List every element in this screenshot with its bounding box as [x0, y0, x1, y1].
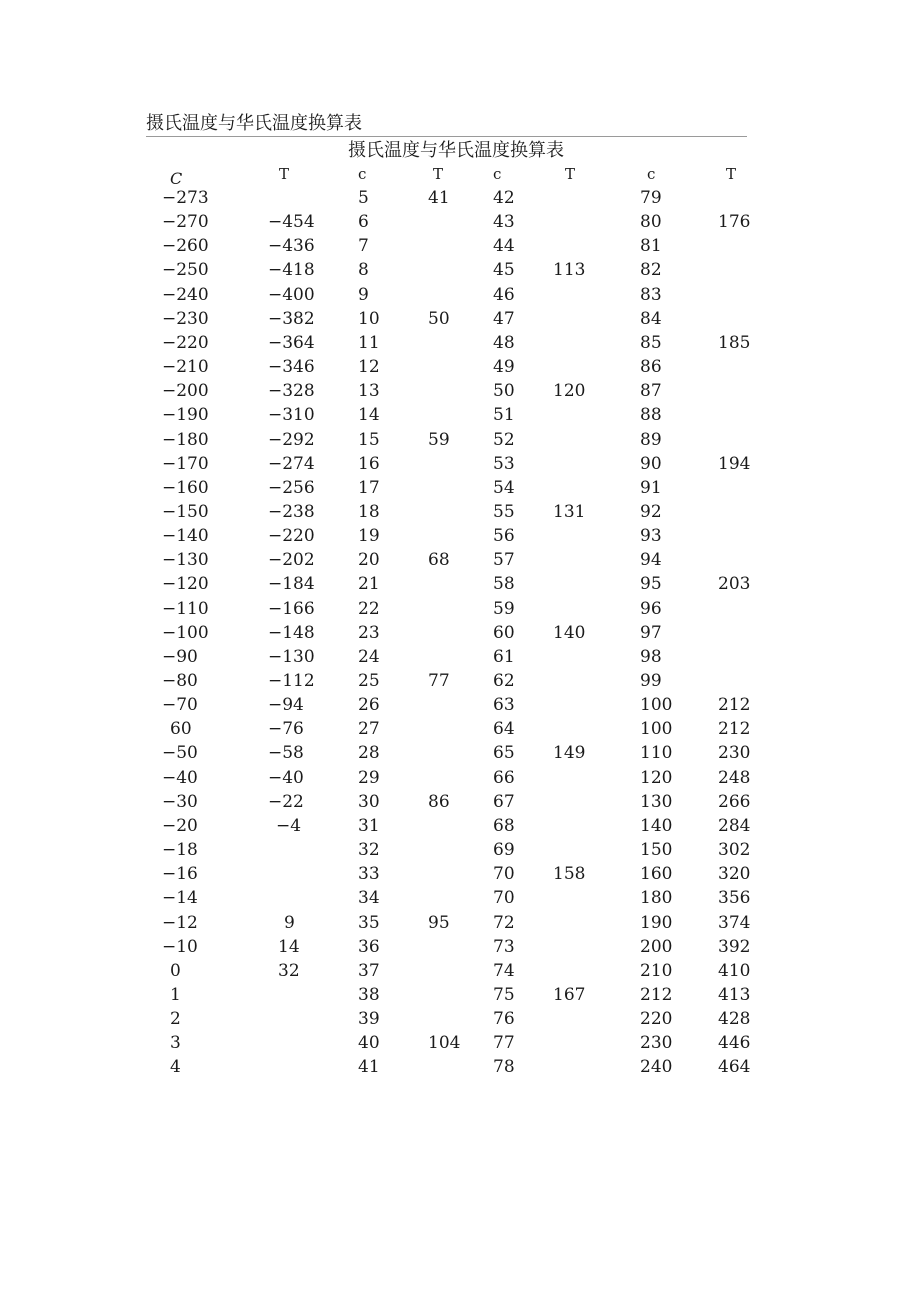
- table-cell: 60: [493, 622, 515, 643]
- table-cell: 13: [358, 381, 380, 402]
- table-cell: −260: [162, 236, 209, 257]
- table-cell: 10: [358, 308, 380, 329]
- header-celsius-3: c: [493, 165, 502, 183]
- table-cell: 58: [493, 574, 515, 595]
- table-cell: 149: [553, 743, 586, 764]
- table-cell: 176: [718, 212, 751, 233]
- table-cell: 77: [428, 671, 450, 691]
- table-cell: −12: [162, 912, 198, 933]
- table-cell: 48: [493, 332, 515, 353]
- table-cell: 464: [718, 1057, 751, 1078]
- table-cell: 110: [640, 743, 673, 764]
- table-cell: 91: [640, 477, 662, 498]
- table-cell: 43: [493, 212, 515, 233]
- table-cell: 56: [493, 526, 515, 547]
- table-cell: −20: [162, 815, 198, 836]
- table-cell: 88: [640, 405, 662, 426]
- table-cell: 46: [493, 284, 515, 305]
- table-cell: 167: [553, 984, 586, 1005]
- header-fahrenheit-2: T: [433, 165, 444, 183]
- table-cell: −130: [162, 550, 209, 571]
- table-cell: 200: [640, 936, 673, 957]
- table-cell: 47: [493, 308, 515, 329]
- table-cell: 90: [640, 453, 662, 474]
- table-cell: 96: [640, 598, 662, 619]
- table-cell: −328: [268, 381, 315, 402]
- table-cell: 94: [640, 550, 662, 571]
- table-cell: −80: [162, 671, 198, 691]
- table-cell: −346: [268, 357, 315, 378]
- table-cell: 74: [493, 960, 515, 981]
- table-cell: 150: [640, 840, 673, 861]
- table-cell: 42: [493, 188, 515, 208]
- title-divider: [146, 136, 747, 137]
- table-cell: 11: [358, 332, 380, 353]
- table-cell: 413: [718, 984, 751, 1005]
- table-cell: −110: [162, 598, 209, 619]
- table-cell: 95: [640, 574, 662, 595]
- table-cell: 27: [358, 719, 380, 740]
- table-cell: −436: [268, 236, 315, 257]
- table-cell: 140: [640, 815, 673, 836]
- table-cell: 70: [493, 864, 515, 885]
- table-cell: −70: [162, 695, 198, 716]
- table-cell: −160: [162, 477, 209, 498]
- table-cell: 158: [553, 864, 586, 885]
- table-cell: 12: [358, 357, 380, 378]
- table-cell: 92: [640, 501, 662, 522]
- table-cell: −30: [162, 791, 198, 812]
- table-cell: 76: [493, 1009, 515, 1030]
- table-cell: −10: [162, 936, 198, 957]
- table-cell: 82: [640, 260, 662, 281]
- table-cell: −50: [162, 743, 198, 764]
- table-cell: 220: [640, 1009, 673, 1030]
- table-cell: 65: [493, 743, 515, 764]
- table-cell: 194: [718, 453, 751, 474]
- table-cell: −170: [162, 453, 209, 474]
- table-cell: 50: [493, 381, 515, 402]
- table-cell: −16: [162, 864, 198, 885]
- table-cell: 37: [358, 960, 380, 981]
- table-cell: −256: [268, 477, 315, 498]
- table-cell: −364: [268, 332, 315, 353]
- table-cell: −382: [268, 308, 315, 329]
- table-cell: 4: [170, 1057, 181, 1078]
- table-cell: −140: [162, 526, 209, 547]
- table-cell: 61: [493, 646, 515, 667]
- table-cell: −76: [268, 719, 304, 740]
- table-cell: 33: [358, 864, 380, 885]
- table-cell: 212: [718, 695, 751, 716]
- table-cell: 5: [358, 188, 369, 208]
- table-cell: 77: [493, 1033, 515, 1054]
- table-cell: 35: [358, 912, 380, 933]
- table-cell: 81: [640, 236, 662, 257]
- table-cell: 75: [493, 984, 515, 1005]
- table-cell: 0: [170, 960, 181, 981]
- table-cell: 140: [553, 622, 586, 643]
- header-fahrenheit-4: T: [726, 165, 737, 183]
- table-cell: −418: [268, 260, 315, 281]
- table-cell: 38: [358, 984, 380, 1005]
- table-cell: 50: [428, 308, 450, 329]
- table-cell: 14: [278, 936, 300, 957]
- table-cell: 185: [718, 332, 751, 353]
- table-cell: 62: [493, 671, 515, 691]
- table-cell: −14: [162, 888, 198, 909]
- table-cell: 17: [358, 477, 380, 498]
- table-cell: 131: [553, 501, 586, 522]
- table-cell: 68: [428, 550, 450, 571]
- table-cell: 100: [640, 719, 673, 740]
- table-cell: 25: [358, 671, 380, 691]
- table-cell: 59: [493, 598, 515, 619]
- header-celsius-2: c: [358, 165, 367, 183]
- table-cell: 428: [718, 1009, 751, 1030]
- table-cell: 212: [640, 984, 673, 1005]
- table-cell: 57: [493, 550, 515, 571]
- table-cell: −130: [268, 646, 315, 667]
- table-cell: 212: [718, 719, 751, 740]
- table-cell: 9: [358, 284, 369, 305]
- table-cell: 85: [640, 332, 662, 353]
- table-cell: 284: [718, 815, 751, 836]
- table-cell: 41: [428, 188, 450, 208]
- table-cell: 84: [640, 308, 662, 329]
- table-cell: 3: [170, 1033, 181, 1054]
- table-cell: −166: [268, 598, 315, 619]
- table-cell: 83: [640, 284, 662, 305]
- table-cell: 240: [640, 1057, 673, 1078]
- table-cell: 79: [640, 188, 662, 208]
- table-cell: 320: [718, 864, 751, 885]
- table-cell: 374: [718, 912, 751, 933]
- table-cell: 266: [718, 791, 751, 812]
- table-cell: 54: [493, 477, 515, 498]
- table-cell: −250: [162, 260, 209, 281]
- table-cell: −22: [268, 791, 304, 812]
- table-cell: −200: [162, 381, 209, 402]
- table-cell: 69: [493, 840, 515, 861]
- table-cell: 446: [718, 1033, 751, 1054]
- table-cell: 31: [358, 815, 380, 836]
- table-cell: 32: [278, 960, 300, 981]
- table-cell: 98: [640, 646, 662, 667]
- header-celsius-4: c: [647, 165, 656, 183]
- table-cell: 73: [493, 936, 515, 957]
- table-cell: 160: [640, 864, 673, 885]
- table-cell: −292: [268, 429, 315, 450]
- table-cell: 14: [358, 405, 380, 426]
- table-cell: 356: [718, 888, 751, 909]
- table-cell: −270: [162, 212, 209, 233]
- table-cell: −120: [162, 574, 209, 595]
- table-cell: 66: [493, 767, 515, 788]
- table-cell: 34: [358, 888, 380, 909]
- table-cell: 40: [358, 1033, 380, 1054]
- table-cell: −112: [268, 671, 315, 691]
- table-cell: −94: [268, 695, 304, 716]
- table-cell: 55: [493, 501, 515, 522]
- table-cell: 44: [493, 236, 515, 257]
- table-cell: −240: [162, 284, 209, 305]
- table-cell: 210: [640, 960, 673, 981]
- table-cell: −238: [268, 501, 315, 522]
- table-cell: 59: [428, 429, 450, 450]
- header-fahrenheit-1: T: [279, 165, 290, 183]
- table-cell: 120: [553, 381, 586, 402]
- table-cell: 8: [358, 260, 369, 281]
- table-cell: 51: [493, 405, 515, 426]
- table-cell: 32: [358, 840, 380, 861]
- table-cell: −90: [162, 646, 198, 667]
- table-cell: 18: [358, 501, 380, 522]
- table-cell: −190: [162, 405, 209, 426]
- table-cell: 68: [493, 815, 515, 836]
- table-cell: 86: [428, 791, 450, 812]
- table-cell: 230: [640, 1033, 673, 1054]
- table-cell: 120: [640, 767, 673, 788]
- table-cell: 6: [358, 212, 369, 233]
- table-cell: −40: [162, 767, 198, 788]
- table-cell: 52: [493, 429, 515, 450]
- table-cell: −274: [268, 453, 315, 474]
- table-cell: −400: [268, 284, 315, 305]
- table-cell: 36: [358, 936, 380, 957]
- table-cell: 41: [358, 1057, 380, 1078]
- table-cell: 180: [640, 888, 673, 909]
- table-cell: 87: [640, 381, 662, 402]
- header-fahrenheit-3: T: [565, 165, 576, 183]
- table-cell: 45: [493, 260, 515, 281]
- table-cell: 130: [640, 791, 673, 812]
- table-cell: 21: [358, 574, 380, 595]
- table-cell: 67: [493, 791, 515, 812]
- table-cell: 410: [718, 960, 751, 981]
- header-celsius-1: C: [170, 169, 183, 188]
- table-cell: 53: [493, 453, 515, 474]
- table-cell: −150: [162, 501, 209, 522]
- table-cell: 20: [358, 550, 380, 571]
- table-cell: 230: [718, 743, 751, 764]
- table-cell: 39: [358, 1009, 380, 1030]
- table-cell: −148: [268, 622, 315, 643]
- table-cell: 9: [284, 912, 295, 933]
- table-cell: 16: [358, 453, 380, 474]
- table-cell: 302: [718, 840, 751, 861]
- table-cell: 80: [640, 212, 662, 233]
- table-cell: −202: [268, 550, 315, 571]
- table-cell: 78: [493, 1057, 515, 1078]
- table-caption: 摄氏温度与华氏温度换算表: [348, 140, 564, 161]
- table-cell: 72: [493, 912, 515, 933]
- table-cell: −220: [268, 526, 315, 547]
- table-cell: −310: [268, 405, 315, 426]
- table-cell: 93: [640, 526, 662, 547]
- table-cell: 70: [493, 888, 515, 909]
- table-cell: −18: [162, 840, 198, 861]
- table-cell: 97: [640, 622, 662, 643]
- table-cell: 190: [640, 912, 673, 933]
- table-cell: 24: [358, 646, 380, 667]
- table-cell: −58: [268, 743, 304, 764]
- table-cell: −180: [162, 429, 209, 450]
- table-cell: 7: [358, 236, 369, 257]
- table-cell: −4: [276, 815, 302, 836]
- table-cell: 2: [170, 1009, 181, 1030]
- table-cell: 60: [170, 719, 192, 740]
- table-cell: 86: [640, 357, 662, 378]
- table-cell: 30: [358, 791, 380, 812]
- table-cell: 392: [718, 936, 751, 957]
- table-cell: 28: [358, 743, 380, 764]
- table-cell: 29: [358, 767, 380, 788]
- table-cell: 100: [640, 695, 673, 716]
- table-cell: 23: [358, 622, 380, 643]
- table-cell: −100: [162, 622, 209, 643]
- table-cell: 19: [358, 526, 380, 547]
- table-cell: 95: [428, 912, 450, 933]
- table-cell: −184: [268, 574, 315, 595]
- table-cell: 104: [428, 1033, 461, 1054]
- table-cell: −210: [162, 357, 209, 378]
- document-title: 摄氏温度与华氏温度换算表: [146, 113, 362, 134]
- table-cell: 1: [170, 984, 181, 1005]
- table-cell: 89: [640, 429, 662, 450]
- table-cell: 15: [358, 429, 380, 450]
- table-cell: 49: [493, 357, 515, 378]
- table-cell: 22: [358, 598, 380, 619]
- table-cell: −220: [162, 332, 209, 353]
- table-cell: 248: [718, 767, 751, 788]
- table-cell: 99: [640, 671, 662, 691]
- table-cell: 26: [358, 695, 380, 716]
- table-cell: −230: [162, 308, 209, 329]
- table-cell: 64: [493, 719, 515, 740]
- table-cell: 63: [493, 695, 515, 716]
- table-cell: −273: [162, 188, 209, 208]
- table-cell: 203: [718, 574, 751, 595]
- table-cell: −454: [268, 212, 315, 233]
- table-cell: −40: [268, 767, 304, 788]
- table-cell: 113: [553, 260, 586, 281]
